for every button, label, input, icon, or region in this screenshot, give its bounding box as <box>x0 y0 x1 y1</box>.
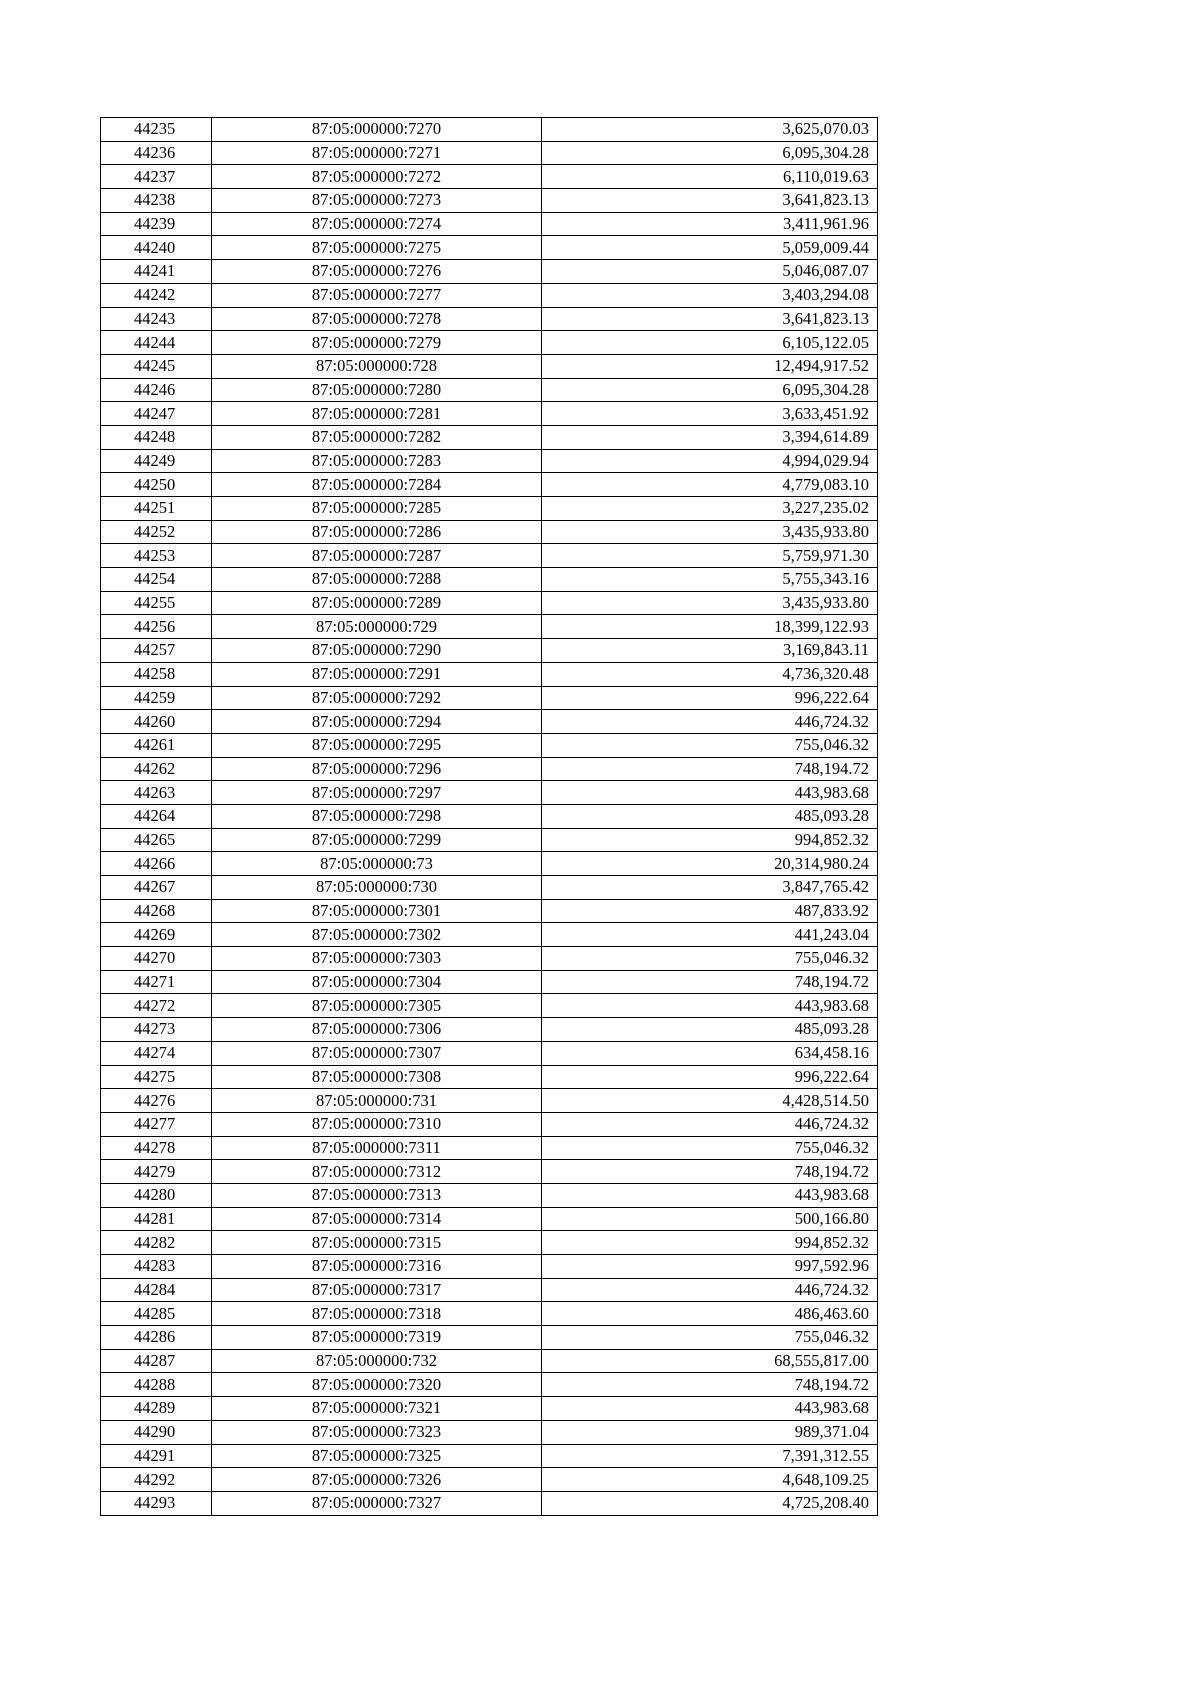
value-cell: 485,093.28 <box>542 1018 878 1042</box>
table-row <box>101 1089 878 1113</box>
table-row <box>101 804 878 828</box>
row-number-cell: 44242 <box>101 283 212 307</box>
table-row <box>101 733 878 757</box>
table-row <box>101 1349 878 1373</box>
table-row <box>101 1112 878 1136</box>
row-number-cell: 44249 <box>101 449 212 473</box>
table-row <box>101 1231 878 1255</box>
row-number-cell: 44272 <box>101 994 212 1018</box>
row-number-cell: 44276 <box>101 1089 212 1113</box>
value-cell: 755,046.32 <box>542 1136 878 1160</box>
data-table <box>100 117 878 1516</box>
cadastral-number-cell: 87:05:000000:7277 <box>212 283 542 307</box>
row-number-cell: 44237 <box>101 165 212 189</box>
cadastral-number-cell: 87:05:000000:7305 <box>212 994 542 1018</box>
cadastral-number-cell: 87:05:000000:73 <box>212 852 542 876</box>
row-number-cell: 44285 <box>101 1302 212 1326</box>
table-row <box>101 378 878 402</box>
cadastral-number-cell: 87:05:000000:7276 <box>212 260 542 284</box>
table-row <box>101 1065 878 1089</box>
cadastral-number-cell: 87:05:000000:7316 <box>212 1255 542 1279</box>
value-cell: 3,169,843.11 <box>542 639 878 663</box>
cadastral-number-cell: 87:05:000000:730 <box>212 876 542 900</box>
table-row <box>101 686 878 710</box>
row-number-cell: 44262 <box>101 757 212 781</box>
value-cell: 446,724.32 <box>542 710 878 734</box>
value-cell: 6,095,304.28 <box>542 141 878 165</box>
row-number-cell: 44266 <box>101 852 212 876</box>
value-cell: 500,166.80 <box>542 1207 878 1231</box>
row-number-cell: 44238 <box>101 189 212 213</box>
cadastral-number-cell: 87:05:000000:7304 <box>212 970 542 994</box>
table-body <box>101 118 878 1516</box>
row-number-cell: 44282 <box>101 1231 212 1255</box>
row-number-cell: 44248 <box>101 425 212 449</box>
cadastral-number-cell: 87:05:000000:7311 <box>212 1136 542 1160</box>
cadastral-number-cell: 87:05:000000:7283 <box>212 449 542 473</box>
table-row <box>101 1373 878 1397</box>
cadastral-number-cell: 87:05:000000:7274 <box>212 212 542 236</box>
table-row <box>101 615 878 639</box>
value-cell: 443,983.68 <box>542 1183 878 1207</box>
row-number-cell: 44267 <box>101 876 212 900</box>
row-number-cell: 44253 <box>101 544 212 568</box>
cadastral-number-cell: 87:05:000000:7284 <box>212 473 542 497</box>
row-number-cell: 44236 <box>101 141 212 165</box>
table-row <box>101 544 878 568</box>
value-cell: 748,194.72 <box>542 757 878 781</box>
value-cell: 4,428,514.50 <box>542 1089 878 1113</box>
table-row <box>101 402 878 426</box>
table-row <box>101 1183 878 1207</box>
cadastral-number-cell: 87:05:000000:7272 <box>212 165 542 189</box>
table-row <box>101 1278 878 1302</box>
row-number-cell: 44268 <box>101 899 212 923</box>
table-row <box>101 662 878 686</box>
cadastral-number-cell: 87:05:000000:7327 <box>212 1491 542 1515</box>
row-number-cell: 44277 <box>101 1112 212 1136</box>
value-cell: 20,314,980.24 <box>542 852 878 876</box>
row-number-cell: 44245 <box>101 354 212 378</box>
row-number-cell: 44284 <box>101 1278 212 1302</box>
cadastral-number-cell: 87:05:000000:7273 <box>212 189 542 213</box>
value-cell: 4,736,320.48 <box>542 662 878 686</box>
cadastral-number-cell: 87:05:000000:7315 <box>212 1231 542 1255</box>
table-row <box>101 236 878 260</box>
row-number-cell: 44246 <box>101 378 212 402</box>
cadastral-number-cell: 87:05:000000:7313 <box>212 1183 542 1207</box>
value-cell: 5,059,009.44 <box>542 236 878 260</box>
table-row <box>101 1302 878 1326</box>
table-row <box>101 994 878 1018</box>
row-number-cell: 44270 <box>101 947 212 971</box>
row-number-cell: 44275 <box>101 1065 212 1089</box>
value-cell: 443,983.68 <box>542 994 878 1018</box>
value-cell: 446,724.32 <box>542 1278 878 1302</box>
table-row <box>101 899 878 923</box>
row-number-cell: 44263 <box>101 781 212 805</box>
value-cell: 3,227,235.02 <box>542 497 878 521</box>
value-cell: 755,046.32 <box>542 947 878 971</box>
value-cell: 3,641,823.13 <box>542 307 878 331</box>
row-number-cell: 44278 <box>101 1136 212 1160</box>
value-cell: 994,852.32 <box>542 1231 878 1255</box>
table-row <box>101 757 878 781</box>
table-row <box>101 852 878 876</box>
cadastral-number-cell: 87:05:000000:7280 <box>212 378 542 402</box>
row-number-cell: 44251 <box>101 497 212 521</box>
cadastral-number-cell: 87:05:000000:7325 <box>212 1444 542 1468</box>
cadastral-number-cell: 87:05:000000:7291 <box>212 662 542 686</box>
row-number-cell: 44250 <box>101 473 212 497</box>
value-cell: 755,046.32 <box>542 1326 878 1350</box>
table-row <box>101 1491 878 1515</box>
cadastral-number-cell: 87:05:000000:732 <box>212 1349 542 1373</box>
row-number-cell: 44241 <box>101 260 212 284</box>
table-row <box>101 828 878 852</box>
value-cell: 634,458.16 <box>542 1041 878 1065</box>
value-cell: 441,243.04 <box>542 923 878 947</box>
row-number-cell: 44290 <box>101 1420 212 1444</box>
table-row <box>101 1160 878 1184</box>
cadastral-number-cell: 87:05:000000:7321 <box>212 1397 542 1421</box>
table-row <box>101 1018 878 1042</box>
row-number-cell: 44273 <box>101 1018 212 1042</box>
row-number-cell: 44279 <box>101 1160 212 1184</box>
row-number-cell: 44280 <box>101 1183 212 1207</box>
table-row <box>101 1397 878 1421</box>
value-cell: 5,755,343.16 <box>542 568 878 592</box>
cadastral-number-cell: 87:05:000000:731 <box>212 1089 542 1113</box>
cadastral-number-cell: 87:05:000000:7299 <box>212 828 542 852</box>
cadastral-number-cell: 87:05:000000:7286 <box>212 520 542 544</box>
row-number-cell: 44239 <box>101 212 212 236</box>
cadastral-number-cell: 87:05:000000:7323 <box>212 1420 542 1444</box>
value-cell: 755,046.32 <box>542 733 878 757</box>
table-row <box>101 118 878 142</box>
value-cell: 997,592.96 <box>542 1255 878 1279</box>
table-row <box>101 1207 878 1231</box>
value-cell: 3,394,614.89 <box>542 425 878 449</box>
cadastral-number-cell: 87:05:000000:7288 <box>212 568 542 592</box>
row-number-cell: 44254 <box>101 568 212 592</box>
table-row <box>101 473 878 497</box>
value-cell: 5,046,087.07 <box>542 260 878 284</box>
table-row <box>101 307 878 331</box>
table-row <box>101 260 878 284</box>
table-row <box>101 591 878 615</box>
table-row <box>101 331 878 355</box>
cadastral-number-cell: 87:05:000000:7279 <box>212 331 542 355</box>
value-cell: 446,724.32 <box>542 1112 878 1136</box>
row-number-cell: 44292 <box>101 1468 212 1492</box>
table-row <box>101 970 878 994</box>
value-cell: 3,435,933.80 <box>542 591 878 615</box>
value-cell: 486,463.60 <box>542 1302 878 1326</box>
cadastral-number-cell: 87:05:000000:7287 <box>212 544 542 568</box>
cadastral-number-cell: 87:05:000000:7271 <box>212 141 542 165</box>
cadastral-number-cell: 87:05:000000:7295 <box>212 733 542 757</box>
row-number-cell: 44283 <box>101 1255 212 1279</box>
row-number-cell: 44255 <box>101 591 212 615</box>
row-number-cell: 44281 <box>101 1207 212 1231</box>
cadastral-number-cell: 87:05:000000:7312 <box>212 1160 542 1184</box>
value-cell: 7,391,312.55 <box>542 1444 878 1468</box>
table-row <box>101 947 878 971</box>
row-number-cell: 44244 <box>101 331 212 355</box>
cadastral-number-cell: 87:05:000000:7319 <box>212 1326 542 1350</box>
row-number-cell: 44264 <box>101 804 212 828</box>
cadastral-number-cell: 87:05:000000:7290 <box>212 639 542 663</box>
row-number-cell: 44259 <box>101 686 212 710</box>
cadastral-number-cell: 87:05:000000:7297 <box>212 781 542 805</box>
value-cell: 12,494,917.52 <box>542 354 878 378</box>
table-row <box>101 425 878 449</box>
value-cell: 3,625,070.03 <box>542 118 878 142</box>
table-row <box>101 283 878 307</box>
table-row <box>101 1136 878 1160</box>
value-cell: 3,403,294.08 <box>542 283 878 307</box>
cadastral-number-cell: 87:05:000000:7317 <box>212 1278 542 1302</box>
cadastral-number-cell: 87:05:000000:7303 <box>212 947 542 971</box>
table-row <box>101 710 878 734</box>
value-cell: 443,983.68 <box>542 1397 878 1421</box>
row-number-cell: 44293 <box>101 1491 212 1515</box>
row-number-cell: 44235 <box>101 118 212 142</box>
row-number-cell: 44265 <box>101 828 212 852</box>
cadastral-number-cell: 87:05:000000:7289 <box>212 591 542 615</box>
row-number-cell: 44289 <box>101 1397 212 1421</box>
table-row <box>101 876 878 900</box>
cadastral-number-cell: 87:05:000000:7282 <box>212 425 542 449</box>
value-cell: 748,194.72 <box>542 1160 878 1184</box>
table-row <box>101 449 878 473</box>
table-row <box>101 497 878 521</box>
row-number-cell: 44247 <box>101 402 212 426</box>
table-row <box>101 1420 878 1444</box>
row-number-cell: 44269 <box>101 923 212 947</box>
row-number-cell: 44261 <box>101 733 212 757</box>
cadastral-number-cell: 87:05:000000:7314 <box>212 1207 542 1231</box>
row-number-cell: 44252 <box>101 520 212 544</box>
cadastral-number-cell: 87:05:000000:728 <box>212 354 542 378</box>
cadastral-number-cell: 87:05:000000:729 <box>212 615 542 639</box>
row-number-cell: 44240 <box>101 236 212 260</box>
cadastral-number-cell: 87:05:000000:7275 <box>212 236 542 260</box>
cadastral-number-cell: 87:05:000000:7308 <box>212 1065 542 1089</box>
value-cell: 487,833.92 <box>542 899 878 923</box>
cadastral-number-cell: 87:05:000000:7292 <box>212 686 542 710</box>
row-number-cell: 44286 <box>101 1326 212 1350</box>
table-row <box>101 639 878 663</box>
cadastral-number-cell: 87:05:000000:7302 <box>212 923 542 947</box>
table-row <box>101 141 878 165</box>
table-row <box>101 165 878 189</box>
table-row <box>101 1255 878 1279</box>
cadastral-number-cell: 87:05:000000:7301 <box>212 899 542 923</box>
cadastral-number-cell: 87:05:000000:7294 <box>212 710 542 734</box>
table-row <box>101 923 878 947</box>
value-cell: 748,194.72 <box>542 1373 878 1397</box>
row-number-cell: 44288 <box>101 1373 212 1397</box>
row-number-cell: 44260 <box>101 710 212 734</box>
cadastral-number-cell: 87:05:000000:7298 <box>212 804 542 828</box>
value-cell: 68,555,817.00 <box>542 1349 878 1373</box>
value-cell: 996,222.64 <box>542 1065 878 1089</box>
cadastral-number-cell: 87:05:000000:7318 <box>212 1302 542 1326</box>
value-cell: 4,648,109.25 <box>542 1468 878 1492</box>
value-cell: 3,435,933.80 <box>542 520 878 544</box>
value-cell: 3,633,451.92 <box>542 402 878 426</box>
cadastral-number-cell: 87:05:000000:7307 <box>212 1041 542 1065</box>
value-cell: 4,725,208.40 <box>542 1491 878 1515</box>
cadastral-number-cell: 87:05:000000:7278 <box>212 307 542 331</box>
value-cell: 6,105,122.05 <box>542 331 878 355</box>
value-cell: 4,994,029.94 <box>542 449 878 473</box>
cadastral-number-cell: 87:05:000000:7270 <box>212 118 542 142</box>
value-cell: 3,411,961.96 <box>542 212 878 236</box>
cadastral-number-cell: 87:05:000000:7281 <box>212 402 542 426</box>
table-row <box>101 520 878 544</box>
table-row <box>101 781 878 805</box>
cadastral-number-cell: 87:05:000000:7310 <box>212 1112 542 1136</box>
value-cell: 996,222.64 <box>542 686 878 710</box>
row-number-cell: 44243 <box>101 307 212 331</box>
table-row <box>101 1444 878 1468</box>
value-cell: 3,847,765.42 <box>542 876 878 900</box>
row-number-cell: 44274 <box>101 1041 212 1065</box>
value-cell: 989,371.04 <box>542 1420 878 1444</box>
row-number-cell: 44271 <box>101 970 212 994</box>
table-row <box>101 568 878 592</box>
value-cell: 3,641,823.13 <box>542 189 878 213</box>
value-cell: 6,095,304.28 <box>542 378 878 402</box>
row-number-cell: 44256 <box>101 615 212 639</box>
cadastral-number-cell: 87:05:000000:7306 <box>212 1018 542 1042</box>
value-cell: 994,852.32 <box>542 828 878 852</box>
cadastral-number-cell: 87:05:000000:7285 <box>212 497 542 521</box>
value-cell: 6,110,019.63 <box>542 165 878 189</box>
row-number-cell: 44258 <box>101 662 212 686</box>
row-number-cell: 44287 <box>101 1349 212 1373</box>
table-row <box>101 1468 878 1492</box>
table-row <box>101 212 878 236</box>
row-number-cell: 44257 <box>101 639 212 663</box>
value-cell: 18,399,122.93 <box>542 615 878 639</box>
table-row <box>101 189 878 213</box>
row-number-cell: 44291 <box>101 1444 212 1468</box>
cadastral-number-cell: 87:05:000000:7320 <box>212 1373 542 1397</box>
table-row <box>101 354 878 378</box>
value-cell: 4,779,083.10 <box>542 473 878 497</box>
value-cell: 485,093.28 <box>542 804 878 828</box>
value-cell: 443,983.68 <box>542 781 878 805</box>
table-row <box>101 1041 878 1065</box>
cadastral-number-cell: 87:05:000000:7296 <box>212 757 542 781</box>
value-cell: 748,194.72 <box>542 970 878 994</box>
cadastral-number-cell: 87:05:000000:7326 <box>212 1468 542 1492</box>
value-cell: 5,759,971.30 <box>542 544 878 568</box>
table-row <box>101 1326 878 1350</box>
